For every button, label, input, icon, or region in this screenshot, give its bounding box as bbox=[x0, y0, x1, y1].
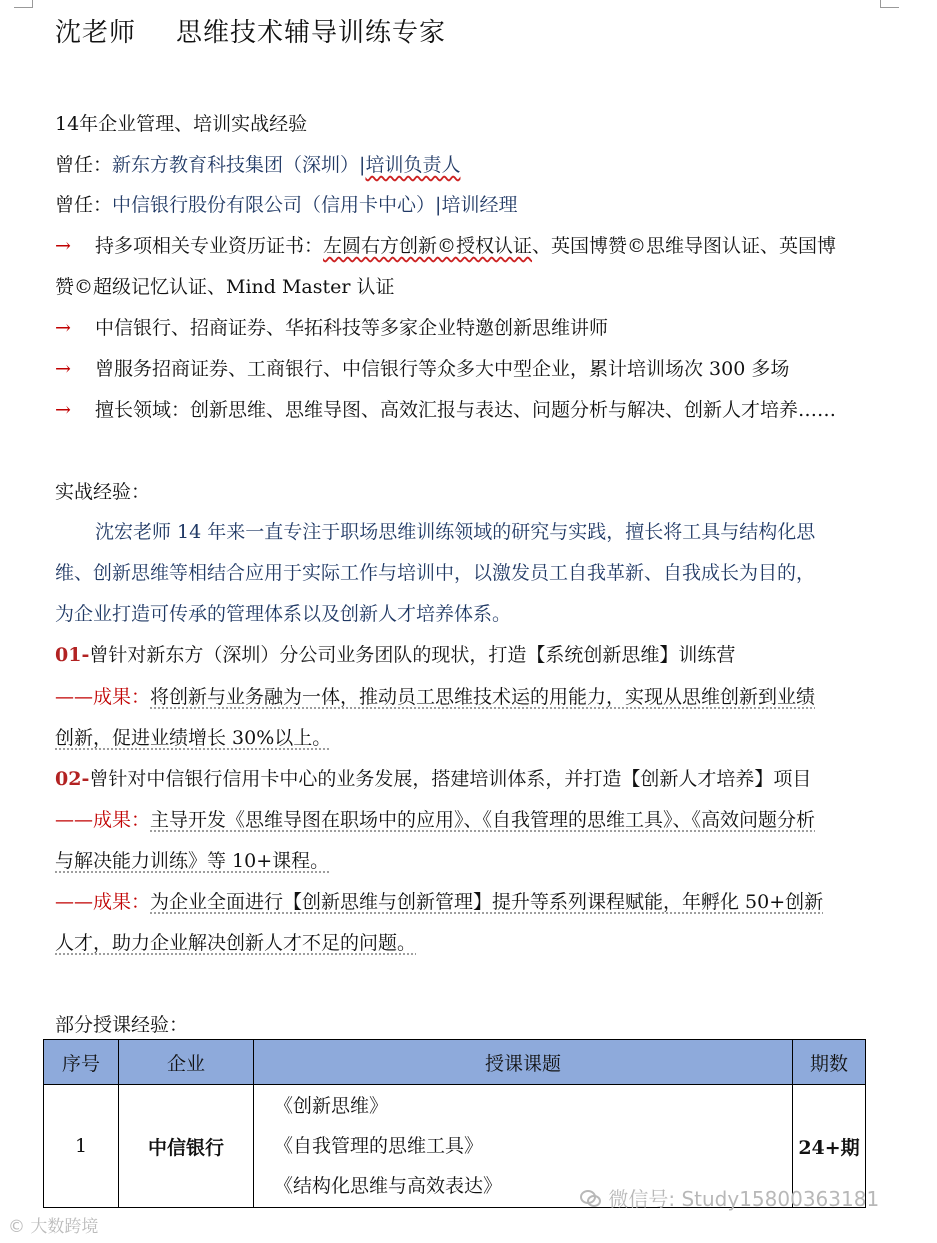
col-header-number: 序号 bbox=[44, 1040, 119, 1085]
intro-line-2: 维、创新思维等相结合应用于实际工作与培训中，以激发员工自我革新、自我成长为目的， bbox=[55, 562, 816, 584]
col-header-company: 企业 bbox=[119, 1040, 254, 1085]
result-3: ——成果：为企业全面进行【创新思维与创新管理】提升等系列课程赋能，年孵化 50+创新 bbox=[55, 891, 824, 913]
arrow-icon: → bbox=[55, 399, 71, 421]
cell-periods: 24+期 bbox=[793, 1085, 866, 1208]
intro-line-1: 沈宏老师 14 年来一直专注于职场思维训练领域的研究与实践，擅长将工具与结构化思 bbox=[95, 521, 816, 543]
result-1-cont: 创新，促进业绩增长 30%以上。 bbox=[55, 727, 332, 749]
bullet-invited-lecturer: → 中信银行、招商证券、华拓科技等多家企业特邀创新思维讲师 bbox=[55, 317, 609, 339]
col-header-periods: 期数 bbox=[793, 1040, 866, 1085]
bullet-served-clients: → 曾服务招商证券、工商银行、中信银行等众多大中型企业，累计培训场次 300 多场 bbox=[55, 358, 790, 380]
bullet-certificates: → 持多项相关专业资历证书：左圆右方创新©授权认证、英国博赞©思维导图认证、英国博 bbox=[55, 235, 837, 257]
experience-heading: 实战经验： bbox=[55, 481, 151, 503]
arrow-icon: → bbox=[55, 358, 71, 380]
brand-watermark: © 大数跨境 bbox=[8, 1217, 99, 1237]
teacher-title: 思维技术辅导训练专家 bbox=[176, 18, 447, 48]
course-topic: 《创新思维》 bbox=[274, 1095, 389, 1117]
cell-number: 1 bbox=[44, 1085, 119, 1208]
table-header-row bbox=[44, 1040, 866, 1085]
course-topic: 《结构化思维与高效表达》 bbox=[274, 1175, 503, 1197]
teacher-name: 沈老师 bbox=[55, 18, 137, 48]
bullet-expertise: → 擅长领域：创新思维、思维导图、高效汇报与表达、问题分析与解决、创新人才培养…… bbox=[55, 399, 837, 421]
result-3-cont: 人才，助力企业解决创新人才不足的问题。 bbox=[55, 932, 417, 954]
experience-years: 14年企业管理、培训实战经验 bbox=[55, 113, 308, 135]
result-2: ——成果：主导开发《思维导图在职场中的应用》、《自我管理的思维工具》、《高效问题分析 bbox=[55, 809, 816, 831]
result-1: ——成果：将创新与业务融为一体，推动员工思维技术运的用能力，实现从思维创新到业绩 bbox=[55, 686, 816, 708]
case-item-2: 02-曾针对中信银行信用卡中心的业务发展，搭建培训体系，并打造【创新人才培养】项目 bbox=[55, 768, 812, 790]
page-corner-mark-left bbox=[14, 0, 33, 8]
courses-heading: 部分授课经验： bbox=[55, 1014, 189, 1036]
col-header-topic: 授课课题 bbox=[254, 1040, 793, 1085]
case-item-1: 01-曾针对新东方（深圳）分公司业务团队的现状，打造【系统创新思维】训练营 bbox=[55, 644, 736, 666]
intro-line-3: 为企业打造可传承的管理体系以及创新人才培养体系。 bbox=[55, 603, 512, 625]
arrow-icon: → bbox=[55, 317, 71, 339]
page-header bbox=[55, 12, 446, 49]
arrow-icon: → bbox=[55, 235, 71, 257]
former-position-2: 曾任：中信银行股份有限公司（信用卡中心）|培训经理 bbox=[55, 194, 518, 216]
course-topic: 《自我管理的思维工具》 bbox=[274, 1135, 484, 1157]
wechat-icon bbox=[580, 1189, 602, 1209]
wechat-watermark: 微信号: Study15800363181 bbox=[580, 1183, 879, 1212]
page-corner-mark-right bbox=[880, 0, 899, 8]
cell-company: 中信银行 bbox=[119, 1085, 254, 1208]
bullet-certificates-cont: 赞©超级记忆认证、Mind Master 认证 bbox=[55, 276, 395, 298]
result-2-cont: 与解决能力训练》等 10+课程。 bbox=[55, 850, 330, 872]
former-position-1: 曾任：新东方教育科技集团（深圳）|培训负责人 bbox=[55, 154, 461, 176]
brand-logo-icon: © bbox=[8, 1217, 25, 1237]
